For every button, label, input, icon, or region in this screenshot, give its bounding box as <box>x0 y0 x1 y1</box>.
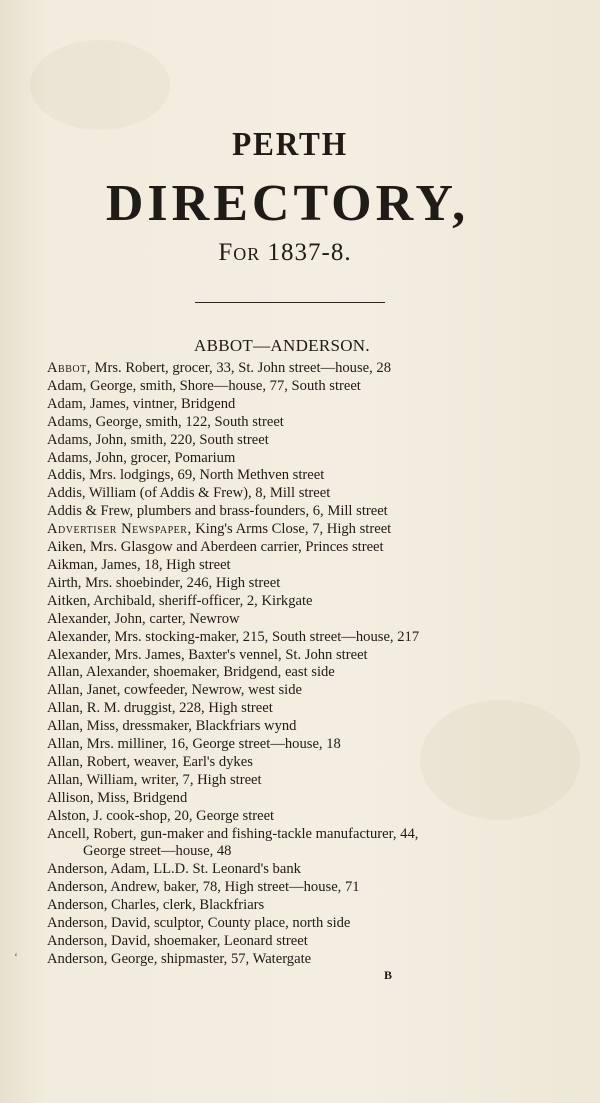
entry-text: Alexander, John, carter, Newrow <box>47 610 240 627</box>
entry-text: Adams, George, smith, 122, South street <box>47 413 284 430</box>
entry-text: Ancell, Robert, gun-maker and fishing-tackle manufacturer, 44, <box>47 825 419 842</box>
title-year: For 1837-8. <box>218 239 352 266</box>
directory-entry <box>47 521 567 539</box>
section-title: ABBOT—ANDERSON. <box>194 336 370 355</box>
entry-text: Allan, Mrs. milliner, 16, George street—house, 18 <box>47 736 341 753</box>
entry-text: Anderson, David, shoemaker, Leonard street <box>47 933 308 949</box>
entry-text: Allison, Miss, Bridgend <box>47 789 188 806</box>
entry-text: Anderson, David, sculptor, County place, north side <box>47 915 351 932</box>
entry-text: Allan, William, writer, 7, High street <box>47 771 262 788</box>
directory-entries <box>47 360 567 969</box>
entry-text: Allan, Miss, dressmaker, Blackfriars wynd <box>47 718 297 735</box>
directory-entry <box>47 378 567 396</box>
entry-lead: Advertiser Newspaper, <box>47 521 192 538</box>
directory-entry <box>47 826 567 844</box>
entry-text: Aikman, James, 18, High street <box>47 556 231 573</box>
directory-entry <box>47 450 567 468</box>
entry-text: Alexander, Mrs. James, Baxter's vennel, St. John street <box>47 646 368 663</box>
directory-entry <box>47 790 567 808</box>
entry-text: Airth, Mrs. shoebinder, 246, High street <box>47 574 281 591</box>
directory-entry <box>47 414 567 432</box>
directory-entry <box>47 557 567 575</box>
paper-stain <box>30 40 170 130</box>
directory-entry <box>47 485 567 503</box>
entry-text: Anderson, George, shipmaster, 57, Watergate <box>47 950 312 967</box>
directory-entry <box>47 432 567 450</box>
signature-mark: B <box>384 968 393 982</box>
entry-text: Mrs. Robert, grocer, 33, St. John street—house, 28 <box>90 360 392 376</box>
margin-mark: ‘ <box>14 950 18 964</box>
entry-text: Anderson, Charles, clerk, Blackfriars <box>47 897 265 914</box>
title-city: PERTH <box>232 126 348 163</box>
directory-entry <box>47 754 567 772</box>
title-directory: DIRECTORY, <box>105 175 470 232</box>
entry-text: Adam, George, smith, Shore—house, 77, South street <box>47 377 361 394</box>
entry-text: Adam, James, vintner, Bridgend <box>47 395 236 412</box>
directory-entry <box>47 808 567 826</box>
directory-entry <box>47 629 567 647</box>
directory-entry <box>47 575 567 593</box>
directory-entry <box>47 396 567 414</box>
directory-entry <box>47 682 567 700</box>
directory-entry <box>47 647 567 665</box>
entry-text: Anderson, Andrew, baker, 78, High street—house, 71 <box>47 879 360 896</box>
directory-entry <box>47 700 567 718</box>
entry-text: Addis, William (of Addis & Frew), 8, Mill street <box>47 485 331 502</box>
entry-lead: Abbot, <box>47 360 91 376</box>
entry-text: Addis, Mrs. lodgings, 69, North Methven street <box>47 467 325 484</box>
entry-text: Allan, Alexander, shoemaker, Bridgend, east side <box>47 664 335 681</box>
directory-entry <box>47 897 567 915</box>
directory-entry <box>47 593 567 611</box>
directory-entry <box>47 915 567 933</box>
entry-text: George street—house, 48 <box>83 843 232 860</box>
directory-entry <box>47 933 567 951</box>
entry-text: Anderson, Adam, LL.D. St. Leonard's bank <box>47 861 301 878</box>
directory-entry <box>47 539 567 557</box>
directory-entry <box>47 360 567 378</box>
directory-entry <box>47 503 567 521</box>
directory-entry <box>47 772 567 790</box>
directory-entry <box>47 879 567 897</box>
entry-text: Allan, Robert, weaver, Earl's dykes <box>47 753 253 770</box>
directory-entry <box>47 611 567 629</box>
directory-entry <box>47 861 567 879</box>
directory-entry <box>47 736 567 754</box>
entry-text: Adams, John, smith, 220, South street <box>47 431 269 448</box>
entry-text: Allan, R. M. druggist, 228, High street <box>47 700 273 717</box>
divider-rule <box>195 302 385 303</box>
entry-text: Alexander, Mrs. stocking-maker, 215, South street—house, 217 <box>47 628 420 645</box>
entry-text: Addis & Frew, plumbers and brass-founders, 6, Mill street <box>47 503 388 520</box>
entry-text: Aiken, Mrs. Glasgow and Aberdeen carrier, Princes street <box>47 539 384 556</box>
directory-entry <box>47 951 567 969</box>
directory-entry <box>47 718 567 736</box>
entry-text: Alston, J. cook-shop, 20, George street <box>47 807 275 824</box>
entry-text: King's Arms Close, 7, High street <box>191 521 392 538</box>
entry-text: Adams, John, grocer, Pomarium <box>47 449 236 466</box>
entry-text: Aitken, Archibald, sheriff-officer, 2, Kirkgate <box>47 592 313 609</box>
directory-entry <box>47 843 567 861</box>
directory-entry <box>47 467 567 485</box>
entry-text: Allan, Janet, cowfeeder, Newrow, west side <box>47 682 302 699</box>
directory-entry <box>47 664 567 682</box>
